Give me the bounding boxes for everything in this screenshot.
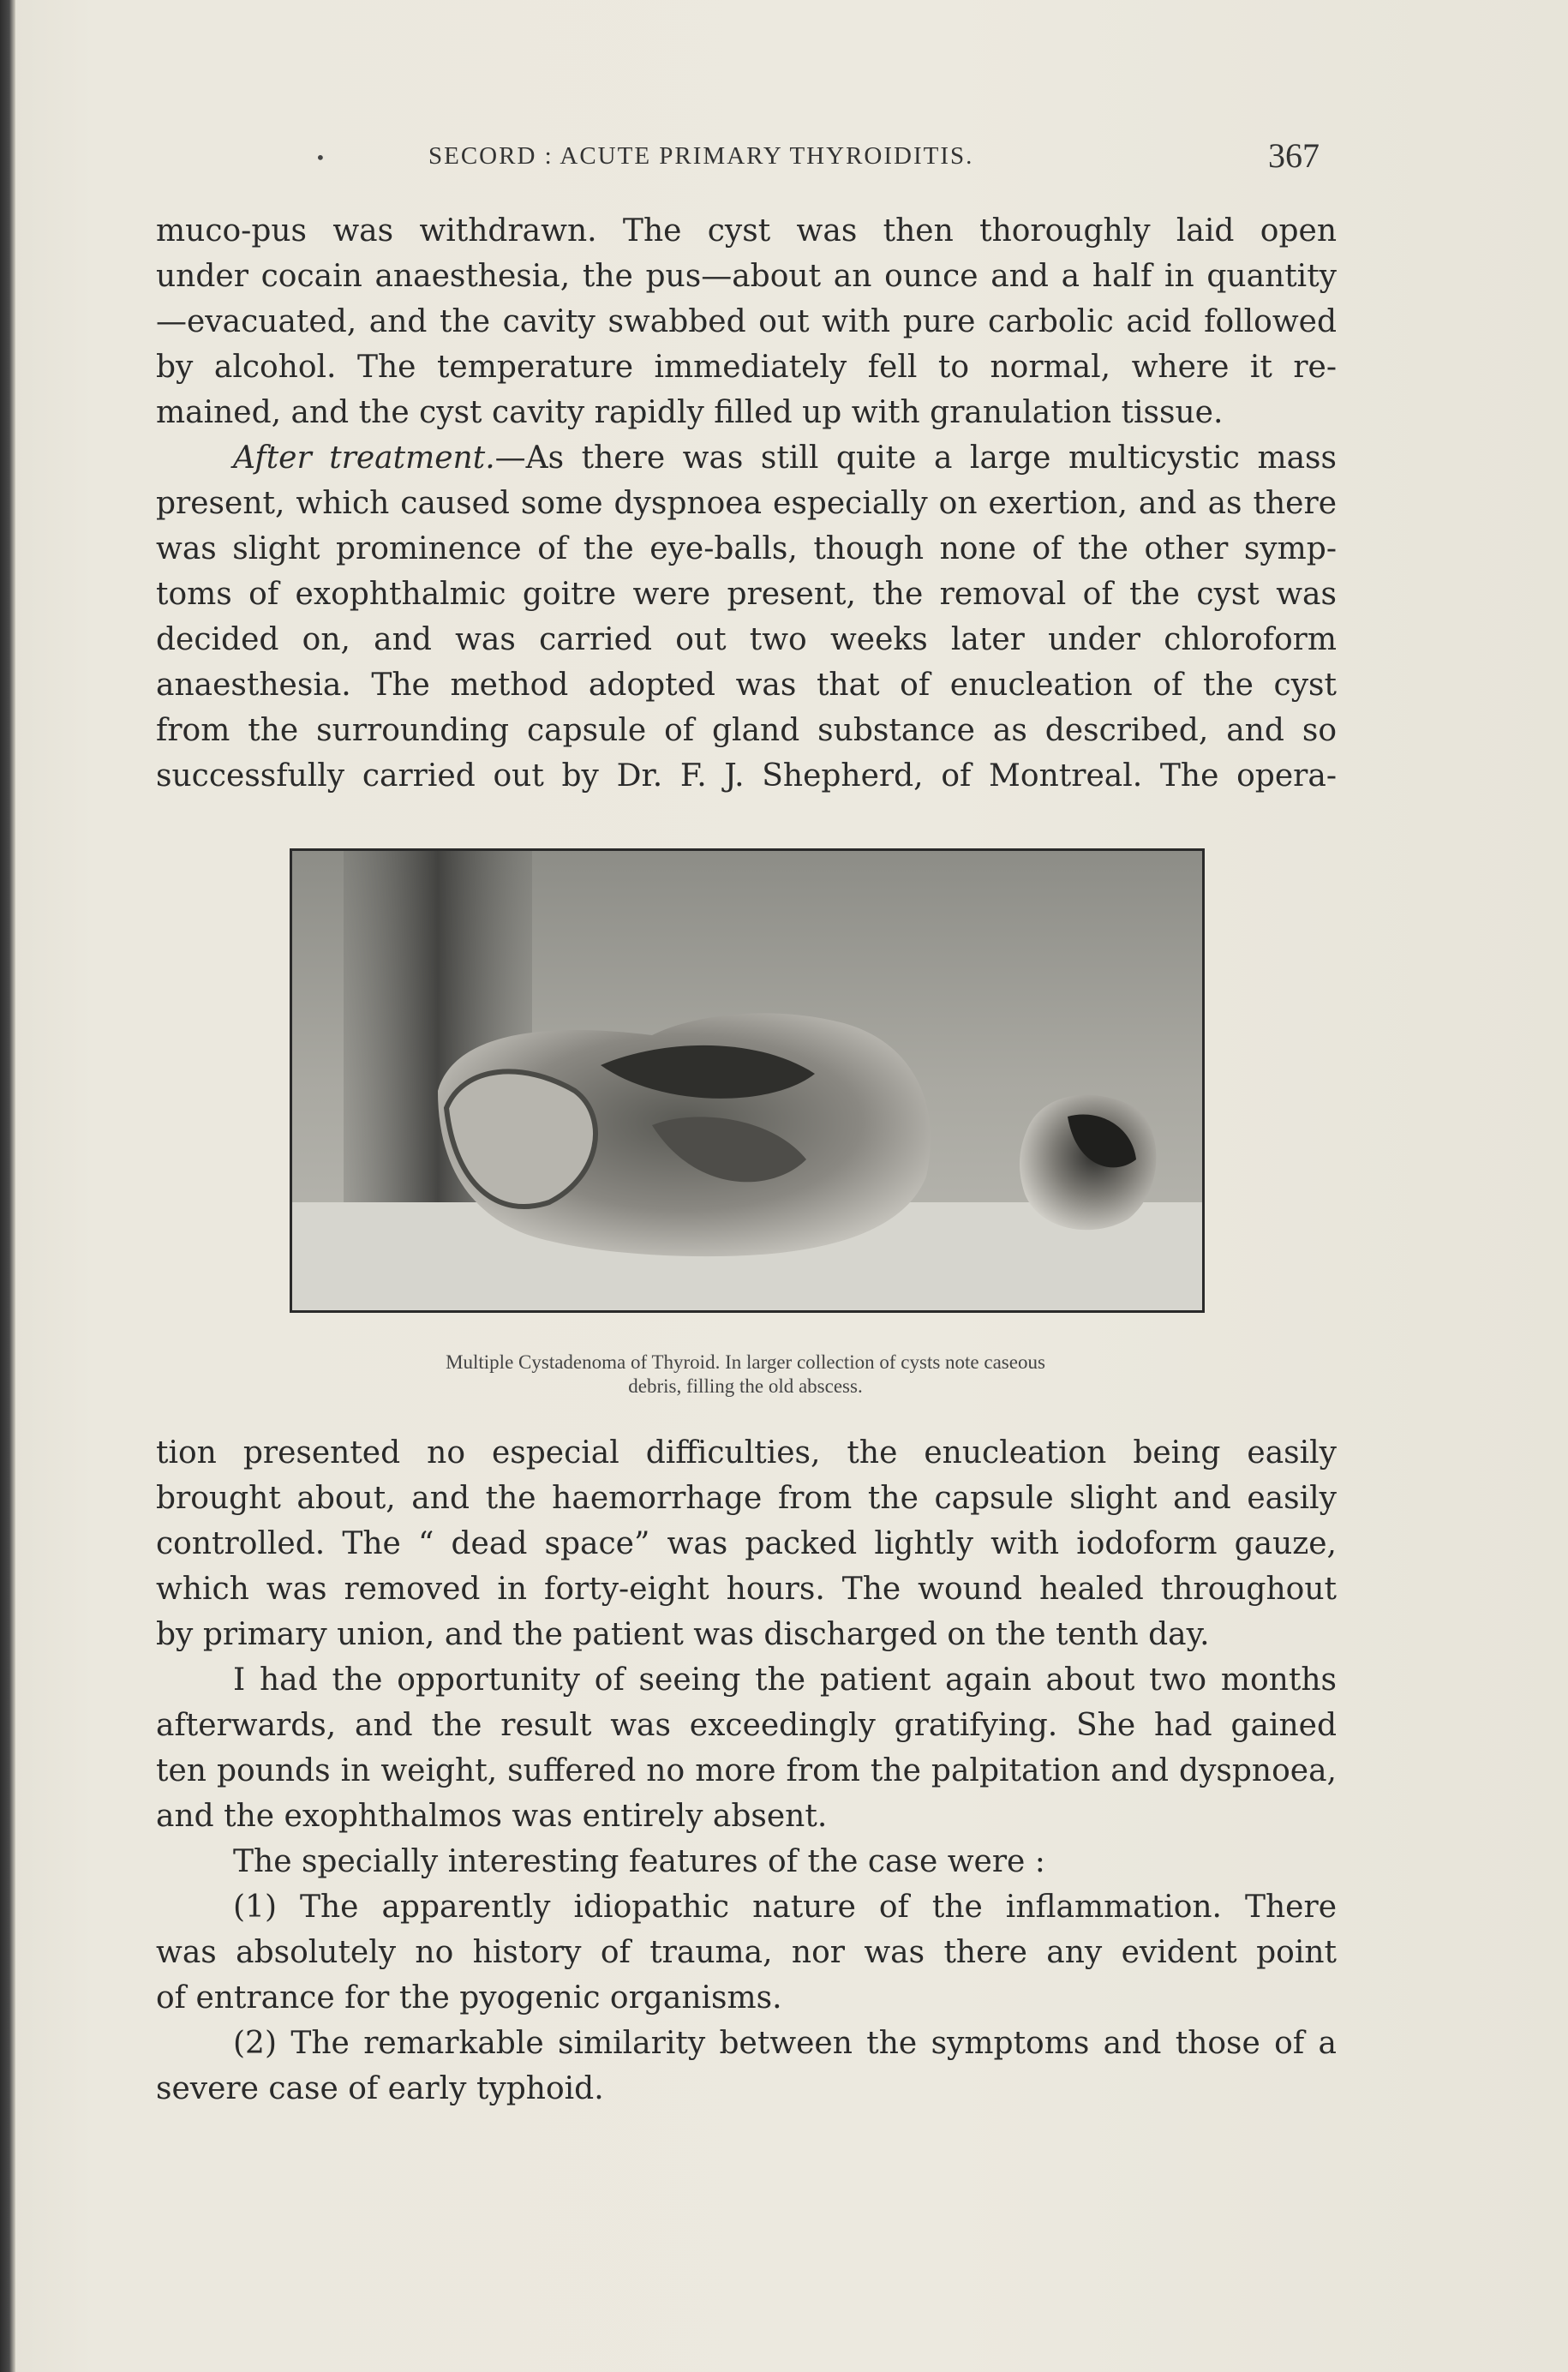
body-text-top	[156, 208, 1337, 799]
text-line: anaesthesia. The method adopted was that of enucleation of the cyst	[156, 668, 1337, 703]
text-line: present, which caused some dyspnoea especially on exertion, and as there	[156, 486, 1337, 521]
text-line: was absolutely no history of trauma, nor was there any evident point	[156, 1935, 1337, 1970]
text-line: (2) The remarkable similarity between the symptoms and those of a	[233, 2026, 1337, 2061]
running-header	[154, 135, 1320, 178]
text-line: muco-pus was withdrawn. The cyst was then thoroughly laid open	[156, 213, 1337, 249]
text-line: —evacuated, and the cavity swabbed out with pure carbolic acid followed	[156, 304, 1337, 339]
header-mark: •	[315, 147, 326, 168]
specimen-photo-art	[292, 851, 1202, 1310]
text-line: decided on, and was carried out two weeks later under chloroform	[156, 622, 1337, 657]
page-binding-edge	[0, 0, 15, 2372]
specimen-photograph	[290, 848, 1205, 1313]
text-line: (1) The apparently idiopathic nature of the inflammation. There	[233, 1890, 1337, 1925]
caption-line: Multiple Cystadenoma of Thyroid. In larger collection of cysts note caseous	[446, 1351, 1045, 1373]
text-line: under cocain anaesthesia, the pus—about an ounce and a half in quantity	[156, 259, 1337, 294]
text-line: severe case of early typhoid.	[156, 2071, 604, 2106]
text-line: brought about, and the haemorrhage from the capsule slight and easily	[156, 1481, 1337, 1516]
body-text-bottom	[156, 1430, 1337, 2111]
text-line: and the exophthalmos was entirely absent.	[156, 1799, 828, 1834]
text-line: tion presented no especial difficulties, the enucleation being easily	[156, 1435, 1337, 1471]
text-line-after-treatment	[156, 435, 1337, 481]
text-line: of entrance for the pyogenic organisms.	[156, 1980, 782, 2016]
text-line: by alcohol. The temperature immediately fell to normal, where it re-	[156, 350, 1337, 385]
text-line: from the surrounding capsule of gland substance as described, and so	[156, 713, 1337, 748]
italic-heading-treatment: treatment.	[329, 440, 495, 476]
text-line: controlled. The “ dead space” was packed lightly with iodoform gauze,	[156, 1526, 1337, 1561]
text-line: which was removed in forty-eight hours. The wound healed throughout	[156, 1572, 1337, 1607]
text-line: was slight prominence of the eye-balls, though none of the other symp-	[156, 531, 1337, 566]
text-line: The specially interesting features of the case were :	[233, 1844, 1045, 1879]
text-line: by primary union, and the patient was discharged on the tenth day.	[156, 1617, 1210, 1652]
text-line: toms of exophthalmic goitre were present, the removal of the cyst was	[156, 577, 1337, 612]
text-line: I had the opportunity of seeing the patient again about two months	[233, 1662, 1337, 1698]
text-line: afterwards, and the result was exceedingly gratifying. She had gained	[156, 1708, 1337, 1743]
text-line: ten pounds in weight, suffered no more from the palpitation and dyspnoea,	[156, 1753, 1337, 1788]
caption-line: debris, filling the old abscess.	[628, 1375, 863, 1397]
running-title: SECORD : ACUTE PRIMARY THYROIDITIS.	[428, 142, 974, 170]
page-number: 367	[1268, 136, 1320, 175]
text-line: mained, and the cyst cavity rapidly filled up with granulation tissue.	[156, 395, 1224, 430]
text-line: successfully carried out by Dr. F. J. Shepherd, of Montreal. The opera-	[156, 758, 1337, 794]
text-fragment: —As there was still quite a large multicystic mass	[494, 440, 1337, 476]
figure-caption	[283, 1351, 1208, 1399]
italic-heading-after: After	[233, 440, 312, 476]
